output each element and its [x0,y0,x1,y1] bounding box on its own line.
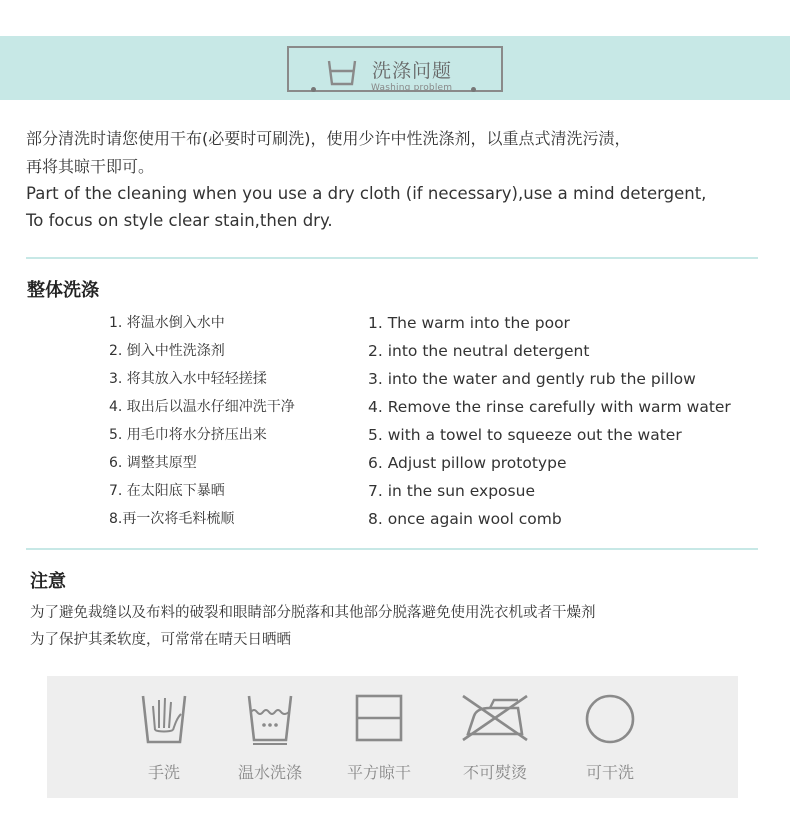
step-en: 6. Adjust pillow prototype [368,454,567,472]
care-label: 可干洗 [585,763,634,782]
step-cn: 4. 取出后以温水仔细冲洗干净 [109,399,295,415]
intro-cn-line2: 再将其晾干即可。 [26,157,155,176]
step-cn: 7. 在太阳底下暴晒 [109,483,225,499]
step-cn: 1. 将温水倒入水中 [109,315,225,331]
hand-wash-icon [139,690,189,746]
dry-clean-icon [583,690,637,746]
care-dry-flat [324,690,434,783]
notice-line2: 为了保护其柔软度，可常常在晴天日晒晒 [30,632,291,648]
divider-bottom [26,548,758,550]
washing-section-title: 整体洗涤 [27,280,99,301]
wash-basin-icon [326,57,358,89]
care-label: 温水洗涤 [237,763,302,782]
care-label: 手洗 [147,763,180,782]
header-title: 洗涤问题 [372,60,453,82]
step-en: 2. into the neutral detergent [368,342,590,360]
steps-cn-list [109,314,295,538]
step-en: 7. in the sun exposue [368,482,535,500]
warm-water-wash-icon [245,690,295,746]
step-en: 1. The warm into the poor [368,314,570,332]
steps-en-list [368,314,731,538]
step-en: 5. with a towel to squeeze out the water [368,426,682,444]
step-en: 8. once again wool comb [368,510,562,528]
intro-en-line1: Part of the cleaning when you use a dry cloth (if necessary),use a mind detergent, [26,184,707,203]
care-label: 不可熨烫 [462,763,527,782]
step-en: 3. into the water and gently rub the pillow [368,370,696,388]
step-en: 4. Remove the rinse carefully with warm water [368,398,731,416]
step-cn: 3. 将其放入水中轻轻搓揉 [109,371,267,387]
frame-dot-left [311,87,316,92]
care-label: 平方晾干 [346,763,411,782]
header-subtitle: Washing problem [371,83,453,93]
notice-title: 注意 [30,571,66,592]
do-not-iron-icon [460,690,530,746]
divider-top [26,257,758,259]
intro-cn-line1: 部分清洗时请您使用干布(必要时可刷洗)，使用少许中性洗涤剂，以重点式清洗污渍， [26,129,631,148]
step-cn: 5. 用毛巾将水分挤压出来 [109,427,267,443]
care-no-iron [440,690,550,783]
step-cn: 2. 倒入中性洗涤剂 [109,343,225,359]
notice-line1: 为了避免裁缝以及布料的破裂和眼睛部分脱落和其他部分脱落避免使用洗衣机或者干燥剂 [30,605,596,621]
intro-en-line2: To focus on style clear stain,then dry. [26,211,333,230]
step-cn: 6. 调整其原型 [109,455,197,471]
care-hand-wash [109,690,219,783]
step-cn: 8.再一次将毛料梳顺 [109,511,235,527]
dry-flat-icon [354,690,404,746]
care-dry-clean [555,690,665,783]
frame-dot-right [471,87,476,92]
care-warm-wash [215,690,325,783]
